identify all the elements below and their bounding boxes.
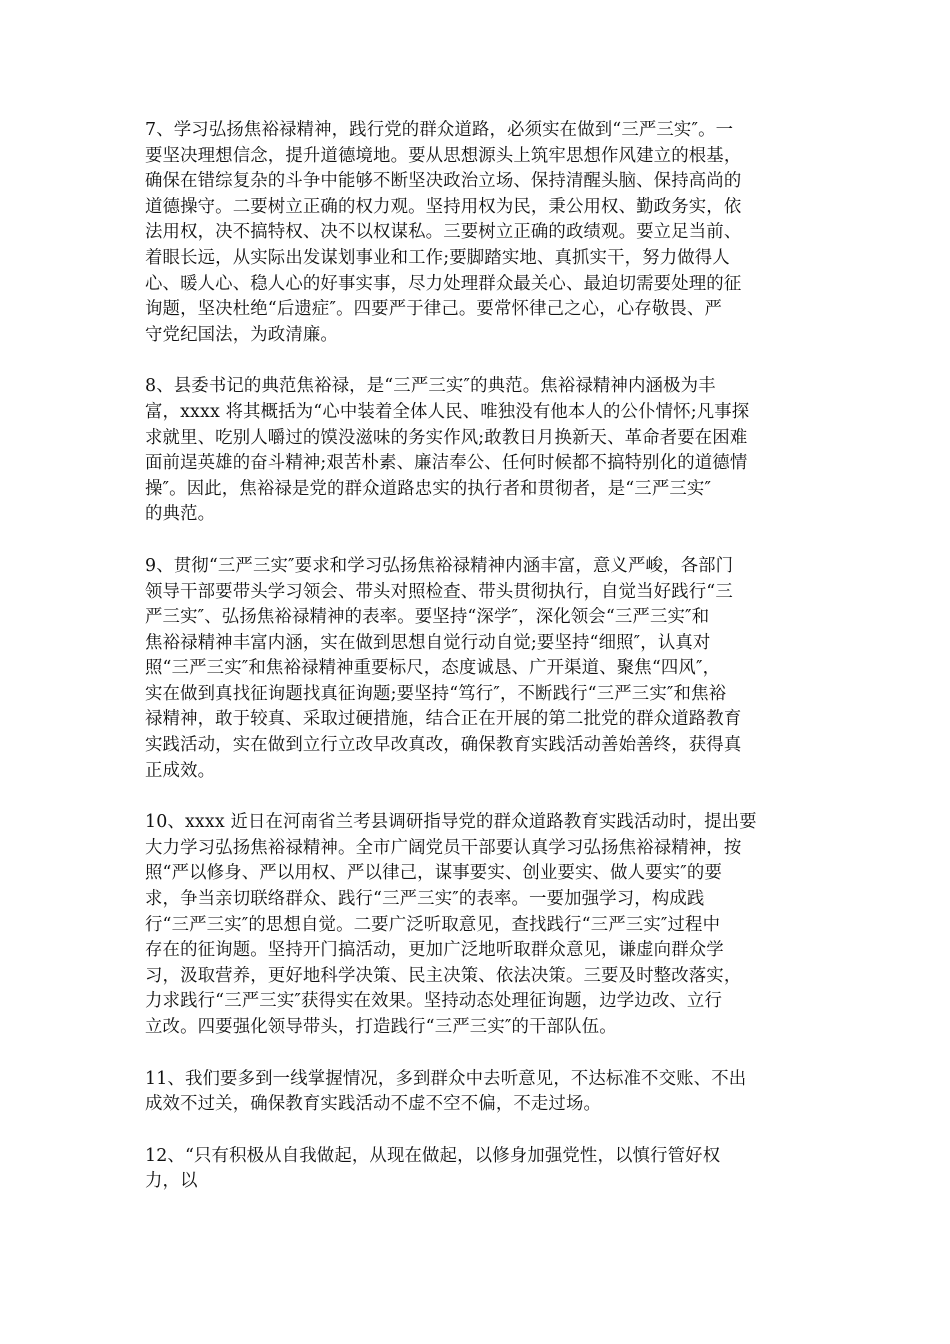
text-line: 守党纪国法，为政清廉。 [145, 324, 338, 345]
text-line: 正成效。 [145, 760, 216, 781]
text-line: 实在做到真找征询题找真征询题;要坚持“笃行″，不断践行“三严三实″和焦裕 [145, 683, 727, 704]
text-line: 存在的征询题。坚持开门搞活动，更加广泛地听取群众意见，谦虚向群众学 [145, 940, 724, 961]
text-line: 要坚决理想信念，提升道德境地。要从思想源头上筑牢思想作风建立的根基， [145, 145, 742, 166]
text-line: 求，争当亲切联络群众、践行“三严三实″的表率。一要加强学习，构成践 [145, 889, 705, 910]
text-line: 实践活动，实在做到立行立改早改真改，确保教育实践活动善始善终，获得真 [145, 735, 742, 756]
text-line: 力求践行“三严三实″获得实在效果。坚持动态处理征询题，边学边改、立行 [145, 991, 722, 1012]
text-line: 10、xxxx 近日在河南省兰考县调研指导党的群众道路教育实践活动时，提出要 [145, 812, 757, 833]
text-line: 领导干部要带头学习领会、带头对照检查、带头贯彻执行，自觉当好践行“三 [145, 581, 733, 602]
paragraph-8 [145, 374, 810, 528]
paragraph-7 [145, 118, 810, 348]
text-line: 立改。四要强化领导带头，打造践行“三严三实″的干部队伍。 [145, 1017, 617, 1037]
text-line: 面前逞英雄的奋斗精神;艰苦朴素、廉洁奉公、任何时候都不搞特别化的道德情 [145, 453, 748, 474]
paragraph-10 [145, 810, 810, 1040]
text-line: 12、“只有积极从自我做起，从现在做起，以修身加强党性，以慎行管好权 [145, 1145, 721, 1166]
text-line: 行“三严三实″的思想自觉。二要广泛听取意见，查找践行“三严三实″过程中 [145, 914, 721, 935]
text-line: 严三实″、弘扬焦裕禄精神的表率。要坚持“深学″，深化领会“三严三实″和 [145, 607, 710, 628]
text-line: 焦裕禄精神丰富内涵，实在做到思想自觉行动自觉;要坚持“细照″，认真对 [145, 632, 711, 653]
text-line: 力，以 [145, 1171, 198, 1192]
text-line: 7、学习弘扬焦裕禄精神，践行党的群众道路，必须实在做到“三严三实″。一 [145, 120, 734, 140]
text-line: 的典范。 [145, 504, 216, 525]
text-line: 习，汲取营养，更好地科学决策、民主决策、依法决策。三要及时整改落实， [145, 965, 742, 986]
text-line: 大力学习弘扬焦裕禄精神。全市广阔党员干部要认真学习弘扬焦裕禄精神，按 [145, 837, 742, 858]
text-line: 询题，坚决杜绝“后遗症″。四要严于律己。要常怀律己之心，心存敬畏、严 [145, 299, 722, 320]
text-line: 法用权，决不搞特权、决不以权谋私。三要树立正确的政绩观。要立足当前、 [145, 222, 742, 243]
text-line: 操″。因此，焦裕禄是党的群众道路忠实的执行者和贯彻者，是“三严三实″ [145, 478, 712, 499]
text-line: 富，xxxx 将其概括为“心中装着全体人民、唯独没有他本人的公仆情怀;凡事探 [145, 401, 750, 422]
text-line: 成效不过关，确保教育实践活动不虚不空不偏，不走过场。 [145, 1094, 602, 1115]
text-line: 禄精神，敢于较真、采取过硬措施，结合正在开展的第二批党的群众道路教育 [145, 709, 742, 730]
text-line: 着眼长远，从实际出发谋划事业和工作;要脚踏实地、真抓实干，努力做得人 [145, 247, 730, 268]
text-line: 11、我们要多到一线掌握情况，多到群众中去听意见，不达标准不交账、不出 [145, 1068, 747, 1089]
text-line: 照“严以修身、严以用权、严以律己，谋事要实、创业要实、做人要实″的要 [145, 863, 722, 884]
document-page [145, 118, 810, 1221]
text-line: 9、贯彻“三严三实″要求和学习弘扬焦裕禄精神内涵丰富，意义严峻，各部门 [145, 555, 734, 576]
text-line: 8、县委书记的典范焦裕禄，是“三严三实″的典范。焦裕禄精神内涵极为丰 [145, 376, 716, 397]
text-line: 确保在错综复杂的斗争中能够不断坚决政治立场、保持清醒头脑、保持高尚的 [145, 171, 742, 192]
text-line: 照“三严三实″和焦裕禄精神重要标尺，态度诚恳、广开渠道、聚焦“四风″， [145, 658, 721, 679]
paragraph-11 [145, 1067, 810, 1118]
paragraph-12 [145, 1144, 810, 1195]
text-line: 心、暖人心、稳人心的好事实事，尽力处理群众最关心、最迫切需要处理的征 [145, 273, 742, 294]
paragraph-9 [145, 554, 810, 784]
text-line: 道德操守。二要树立正确的权力观。坚持用权为民，秉公用权、勤政务实，依 [145, 196, 742, 217]
text-line: 求就里、吃别人嚼过的馍没滋味的务实作风;敢教日月换新天、革命者要在困难 [145, 427, 748, 448]
